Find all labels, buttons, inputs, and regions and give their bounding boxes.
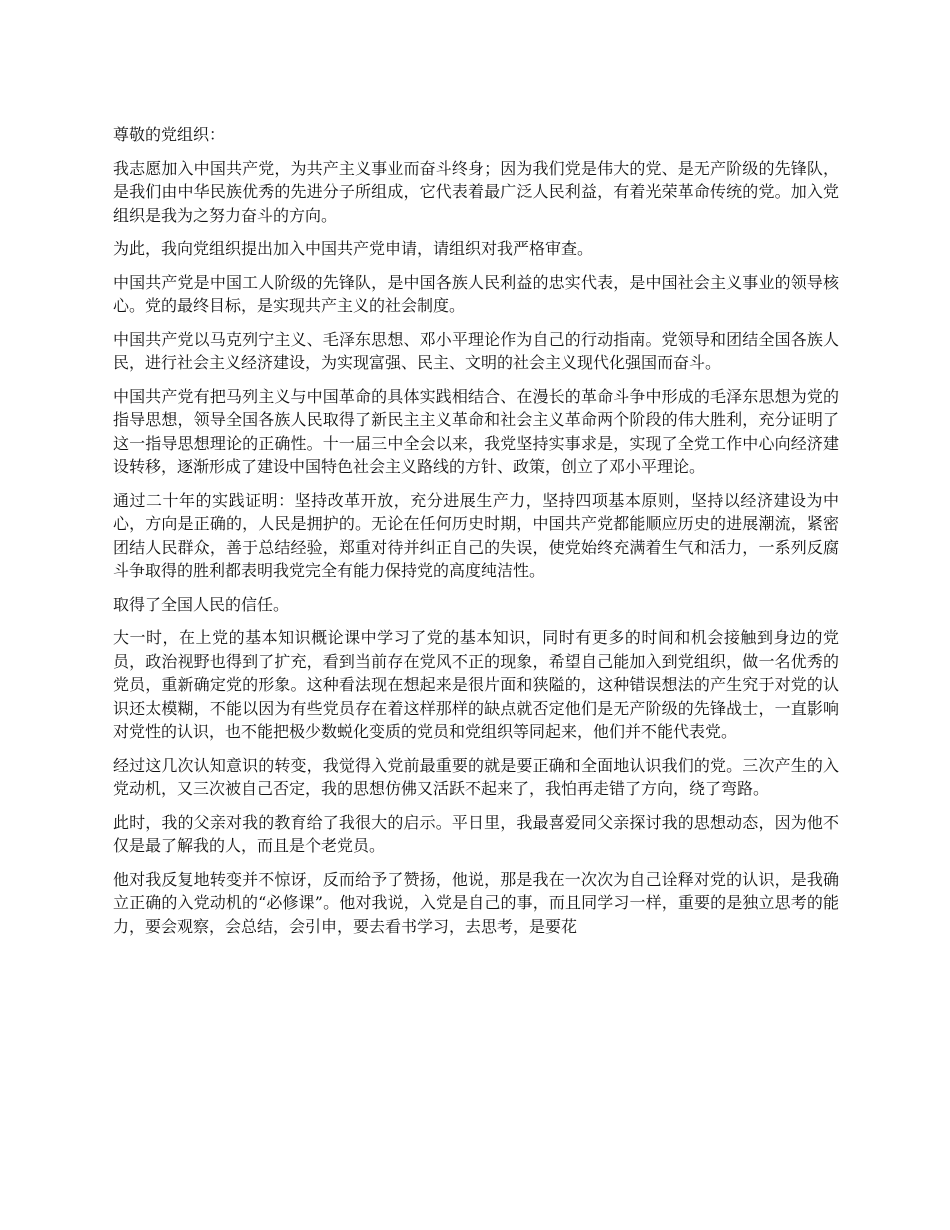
paragraph: 大一时，在上党的基本知识概论课中学习了党的基本知识，同时有更多的时间和机会接触到身边的党员，政治视野也得到了扩充，看到当前存在党风不正的现象，希望自己能加入到党组织，做一名优秀的党员，重新确定党的形象。这种看法现在想起来是很片面和狭隘的，这种错误想法的产生究于对党的认识还太模糊，不能以因为有些党员存在着这样那样的缺点就否定他们是无产阶级的先锋战士，一直影响对党性的认识，也不能把极少数蜕化变质的党员和党组织等同起来，他们并不能代表党。 <box>113 628 839 741</box>
salutation: 尊敬的党组织： <box>113 125 226 144</box>
paragraph: 通过二十年的实践证明：坚持改革开放，充分进展生产力，坚持四项基本原则，坚持以经济建设为中心，方向是正确的，人民是拥护的。无论在任何历史时期，中国共产党都能顺应历史的进展潮流，紧密团结人民群众，善于总结经验，郑重对待并纠正自己的失误，使党始终充满着生气和活力，一系列反腐斗争取得的胜利都表明我党完全有能力保持党的高度纯洁性。 <box>113 490 839 580</box>
document-page <box>113 123 839 948</box>
paragraph: 我志愿加入中国共产党，为共产主义事业而奋斗终身；因为我们党是伟大的党、是无产阶级的先锋队，是我们由中华民族优秀的先进分子所组成，它代表着最广泛人民利益，有着光荣革命传统的党。加入党组织是我为之努力奋斗的方向。 <box>113 158 839 225</box>
paragraph: 他对我反复地转变并不惊讶，反而给予了赞扬，他说，那是我在一次次为自己诠释对党的认识，是我确立正确的入党动机的“必修课”。他对我说，入党是自己的事，而且同学习一样，重要的是独立思考的能力，要会观察，会总结，会引申，要去看书学习，去思考，是要花 <box>113 869 839 936</box>
paragraph: 中国共产党有把马列主义与中国革命的具体实践相结合、在漫长的革命斗争中形成的毛泽东思想为党的指导思想，领导全国各族人民取得了新民主主义革命和社会主义革命两个阶段的伟大胜利，充分证明了这一指导思想理论的正确性。十一届三中全会以来，我党坚持实事求是，实现了全党工作中心向经济建设转移，逐渐形成了建设中国特色社会主义路线的方针、政策，创立了邓小平理论。 <box>113 386 839 476</box>
paragraph: 此时，我的父亲对我的教育给了我很大的启示。平日里，我最喜爱同父亲探讨我的思想动态，因为他不仅是最了解我的人，而且是个老党员。 <box>113 812 839 855</box>
paragraph: 中国共产党以马克列宁主义、毛泽东思想、邓小平理论作为自己的行动指南。党领导和团结全国各族人民，进行社会主义经济建设，为实现富强、民主、文明的社会主义现代化强国而奋斗。 <box>113 329 839 372</box>
paragraph: 中国共产党是中国工人阶级的先锋队，是中国各族人民利益的忠实代表，是中国社会主义事业的领导核心。党的最终目标，是实现共产主义的社会制度。 <box>113 272 839 315</box>
paragraph: 为此，我向党组织提出加入中国共产党申请，请组织对我严格审查。 <box>113 239 594 258</box>
paragraph: 经过这几次认知意识的转变，我觉得入党前最重要的就是要正确和全面地认识我们的党。三次产生的入党动机，又三次被自己否定，我的思想仿佛又活跃不起来了，我怕再走错了方向，绕了弯路。 <box>113 755 839 798</box>
paragraph: 取得了全国人民的信任。 <box>113 594 290 614</box>
